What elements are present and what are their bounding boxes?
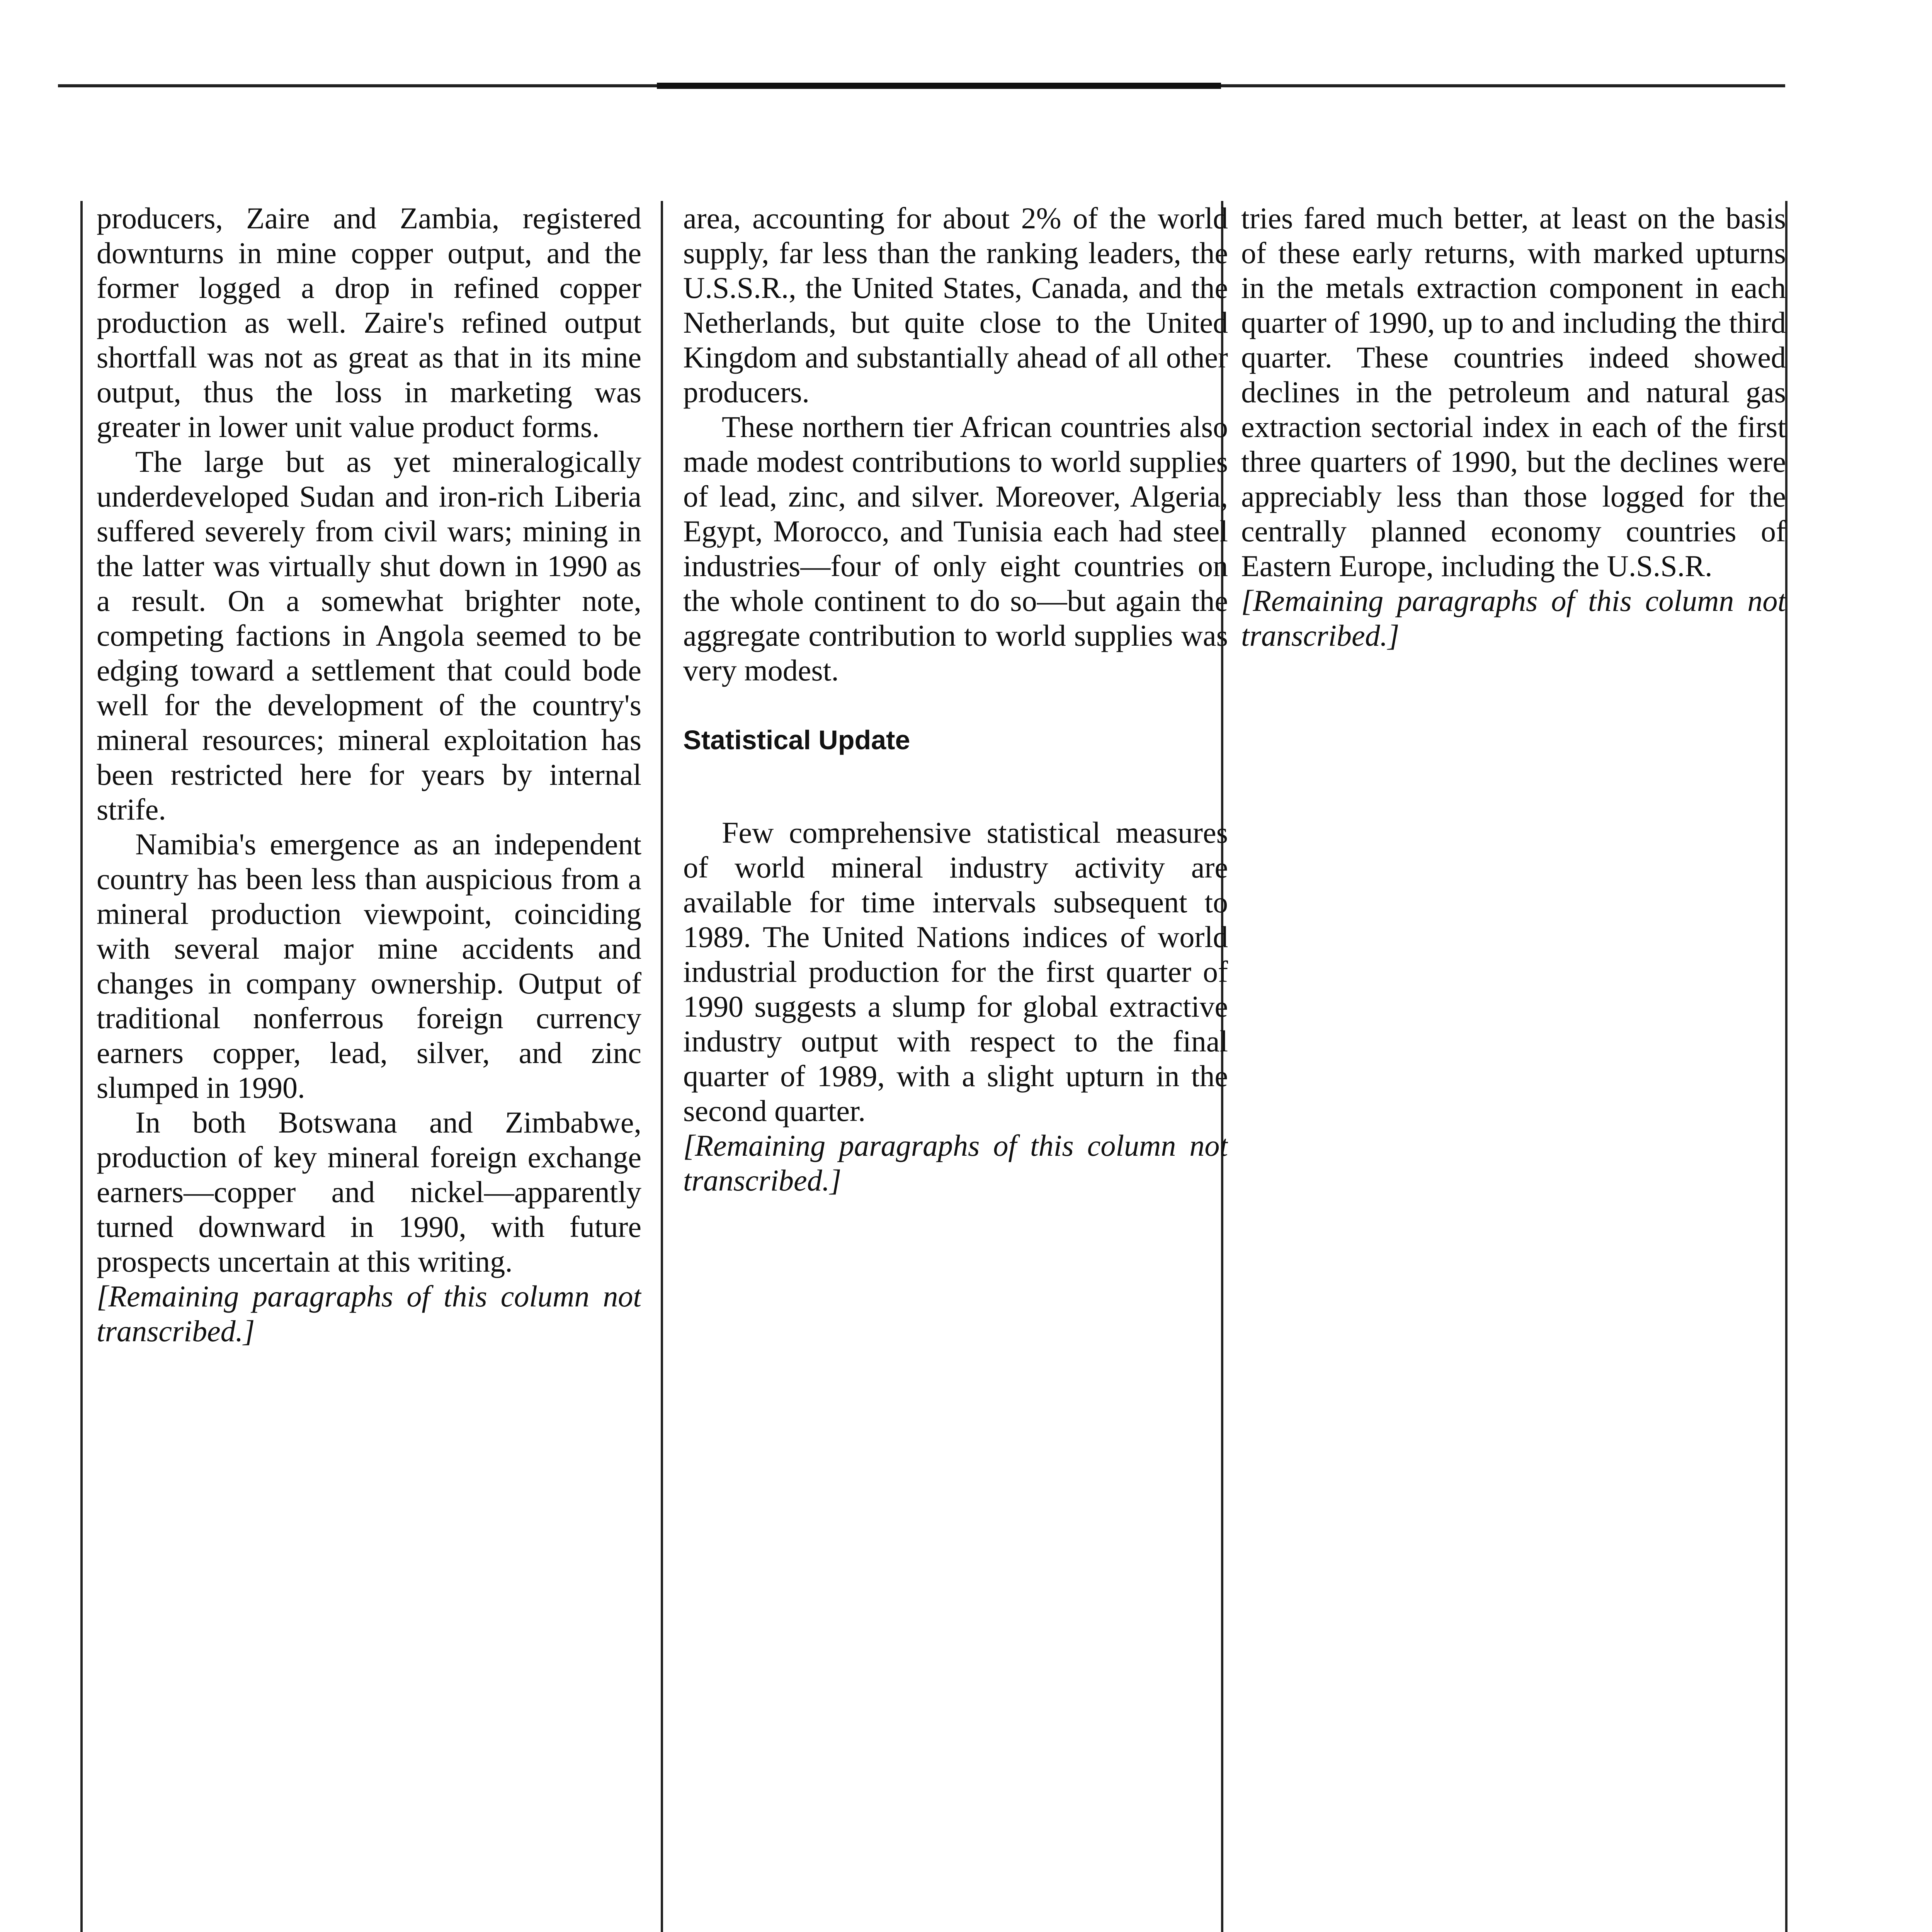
paragraph: producers, Zaire and Zambia, registered downturns in mine copper output, and the former logged a drop in refined copper production as well. Zaire's refined output shortfall was not as great as that in its mine output, thus the loss in marketing was greater in lower unit value product forms. [97, 201, 641, 444]
top-rule-accent [657, 83, 1221, 89]
paragraph: In both Botswana and Zimbabwe, production of key mineral foreign exchange earners—copper and nickel—apparently turned downward in 1990, with future prospects uncertain at this writing. [97, 1105, 641, 1278]
paragraph: These northern tier African countries also made modest contributions to world supplies of lead, zinc, and silver. Moreover, Algeria, Egypt, Morocco, and Tunisia each had steel industries—four of only eight countries on the whole continent to do so—but again the aggregate contribution to world supplies was very modest. [683, 410, 1228, 687]
paragraph: Few comprehensive statistical measures of world mineral industry activity are available for time intervals subsequent to 1989. The United Nations indices of world industrial production for the first quarter of 1990 suggests a slump for global extractive industry output with respect to the final quarter of 1989, with a slight upturn in the second quarter. [683, 816, 1228, 1128]
section-heading: Statistical Update [683, 725, 910, 755]
text-column-3 [1241, 201, 1786, 1932]
column-rule-1 [661, 201, 663, 1932]
text-column-2 [683, 201, 1228, 1932]
paragraph: tries fared much better, at least on the basis of these early returns, with marked upturns in the metals extraction component in each quarter of 1990, up to and including the third quarter. These countries indeed showed declines in the petroleum and natural gas extraction sectorial index in each of the first three quarters of 1990, but the declines were appreciably less than those logged for the centrally planned economy countries of Eastern Europe, including the U.S.S.R. [1241, 201, 1786, 583]
paragraph: Namibia's emergence as an independent country has been less than auspicious from a mineral production viewpoint, coinciding with several major mine accidents and changes in company ownership. Output of traditional nonferrous foreign currency earners copper, lead, silver, and zinc slumped in 1990. [97, 827, 641, 1104]
column-rule-left [80, 201, 83, 1932]
omitted-note: [Remaining paragraphs of this column not transcribed.] [683, 1129, 1228, 1197]
omitted-note: [Remaining paragraphs of this column not transcribed.] [97, 1279, 641, 1348]
paragraph: The large but as yet mineralogically underdeveloped Sudan and iron-rich Liberia suffered severely from civil wars; mining in the latter was virtually shut down in 1990 as a result. On a somewhat brighter note, competing factions in Angola seemed to be edging toward a settlement that could bode well for the development of the country's mineral resources; mineral exploitation has been restricted here for years by internal strife. [97, 445, 641, 826]
paragraph: area, accounting for about 2% of the world supply, far less than the ranking leaders, the U.S.S.R., the United States, Canada, and the Netherlands, but quite close to the United Kingdom and substantially ahead of all other producers. [683, 201, 1228, 409]
text-column-1 [97, 201, 641, 1932]
omitted-note: [Remaining paragraphs of this column not transcribed.] [1241, 584, 1786, 652]
